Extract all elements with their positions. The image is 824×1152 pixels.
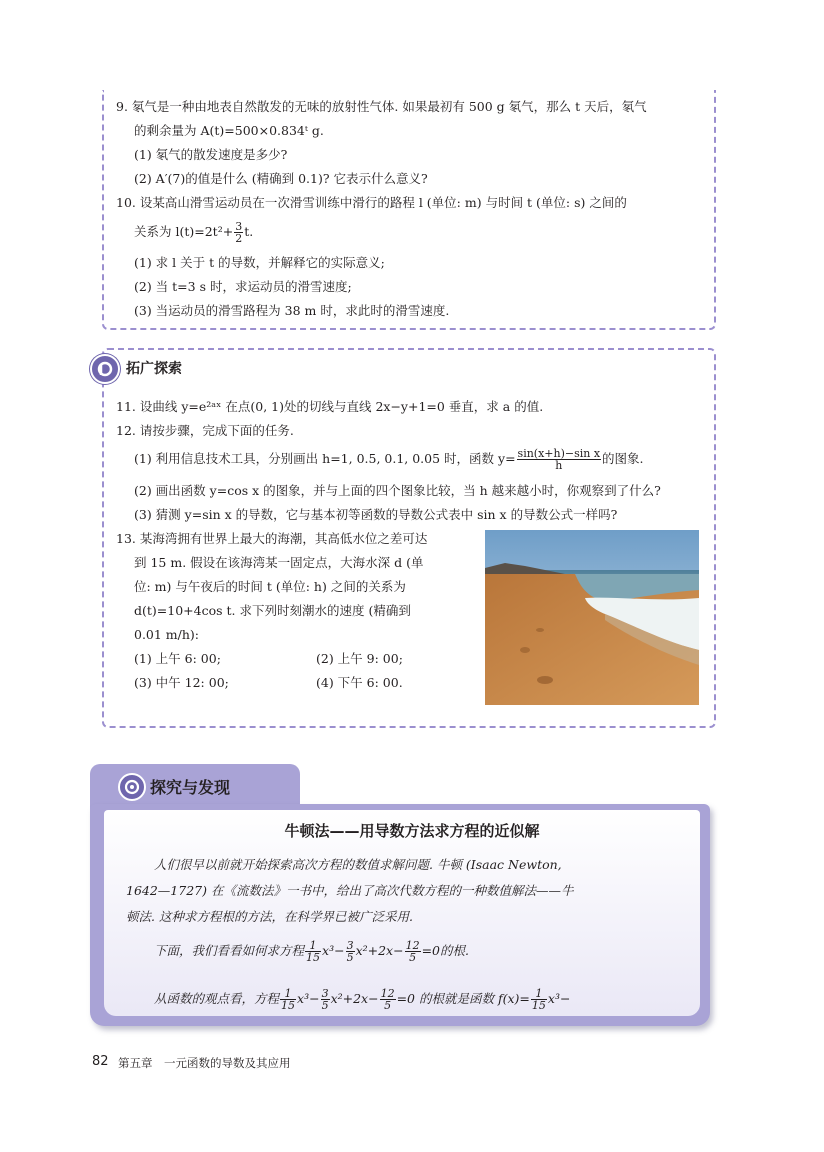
eq1-term2: x²+2x− [355, 943, 404, 958]
explore-p3-mid: 的根就是函数 f(x)= [419, 991, 530, 1006]
extension-title: 拓广探索 [126, 361, 182, 377]
eq1-frac3-num: 12 [405, 939, 420, 952]
q13-line1: 13. 某海湾拥有世界上最大的海潮，其高低水位之差可达 [116, 531, 428, 546]
eq2-frac2-den: 5 [321, 999, 329, 1012]
q12-frac-den: h [555, 459, 563, 472]
q13-line4: d(t)=10+4cos t. 求下列时刻潮水的速度 (精确到 [134, 603, 411, 618]
eq2-frac3 [380, 988, 396, 1011]
eq2-frac2-num: 3 [321, 987, 329, 1000]
q13-line2: 到 15 m. 假设在该海湾某一固定点，大海水深 d (单 [134, 555, 424, 570]
q13-option3: (3) 中午 12: 00; [134, 675, 229, 690]
chapter-title: 第五章 一元函数的导数及其应用 [118, 1056, 291, 1070]
q10-part2: (2) 当 t=3 s 时，求运动员的滑雪速度; [134, 279, 352, 294]
q13-line3: 位: m) 与午夜后的时间 t (单位: h) 之间的关系为 [134, 579, 406, 594]
q10-line1: 10. 设某高山滑雪运动员在一次滑雪训练中滑行的路程 l (单位: m) 与时间 t (单位: s) 之间的 [116, 195, 627, 210]
eq1-frac1 [305, 940, 321, 963]
q10-fraction [234, 221, 243, 244]
q10-frac-num: 3 [235, 220, 243, 233]
explore-icon [118, 773, 146, 801]
eq3-frac1 [531, 988, 547, 1011]
eq2-term1: x³− [297, 991, 320, 1006]
explore-tab-label: 探究与发现 [150, 778, 231, 797]
explore-p3-prefix: 从函数的观点看，方程 [154, 991, 280, 1006]
beach-photo [485, 530, 699, 705]
q12-part3: (3) 猜测 y=sin x 的导数，它与基本初等函数的导数公式表中 sin x 的导数公式一样吗? [134, 507, 618, 522]
explore-p2 [154, 936, 469, 966]
extension-icon [90, 354, 120, 384]
q10-line2-suffix: t. [244, 224, 254, 239]
q12-frac-num: sin(x+h)−sin x [517, 447, 601, 460]
q10-line2-prefix: 关系为 l(t)=2t²+ [134, 224, 234, 239]
eq1-frac3-den: 5 [409, 951, 417, 964]
q13-option4: (4) 下午 6: 00. [316, 675, 403, 690]
q9-part2: (2) A′(7)的值是什么 (精确到 0.1)? 它表示什么意义? [134, 171, 428, 186]
q12-part1 [134, 444, 644, 474]
q12-fraction [517, 448, 602, 471]
eq2-frac1-den: 15 [281, 999, 296, 1012]
q10-part3: (3) 当运动员的滑雪路程为 38 m 时，求此时的滑雪速度. [134, 303, 450, 318]
eq2-frac2 [321, 988, 330, 1011]
q13-line5: 0.01 m/h): [134, 627, 200, 642]
explore-title: 牛顿法——用导数方法求方程的近似解 [284, 822, 540, 840]
eq2-frac3-den: 5 [384, 999, 392, 1012]
q9-line1: 9. 氡气是一种由地表自然散发的无味的放射性气体. 如果最初有 500 g 氡气，那么 t 天后，氡气 [116, 99, 647, 114]
eq1-frac2-num: 3 [346, 939, 354, 952]
q9-part1: (1) 氡气的散发速度是多少? [134, 147, 288, 162]
eq1-frac2-den: 5 [346, 951, 354, 964]
q9-line2: 的剩余量为 A(t)=500×0.834ᵗ g. [134, 123, 324, 138]
q10-frac-den: 2 [235, 232, 243, 245]
q13-option2: (2) 上午 9: 00; [316, 651, 403, 666]
eq2-frac1 [280, 988, 296, 1011]
eq3-frac1-num: 1 [531, 988, 547, 1000]
eq1-term1: x³− [322, 943, 345, 958]
page-number: 82 [92, 1054, 109, 1069]
explore-p1-line2: 1642—1727) 在《流数法》一书中，给出了高次代数方程的一种数值解法——牛 [126, 883, 574, 898]
explore-p2-suffix: 的根. [440, 943, 469, 958]
eq1-frac1-den: 15 [306, 951, 321, 964]
eq1-frac1-num: 1 [305, 940, 321, 952]
q10-part1: (1) 求 l 关于 t 的导数，并解释它的实际意义; [134, 255, 385, 270]
explore-p1-line3: 顿法. 这种求方程根的方法，在科学界已被广泛采用. [126, 909, 413, 924]
eq1-frac2 [346, 940, 355, 963]
explore-p2-prefix: 下面，我们看看如何求方程 [154, 943, 305, 958]
explore-p3 [154, 984, 570, 1014]
eq2-frac3-num: 12 [380, 987, 395, 1000]
eq3-frac1-den: 15 [531, 999, 546, 1012]
q12-part2: (2) 画出函数 y=cos x 的图象，并与上面的四个图象比较，当 h 越来越小时，你观察到了什么? [134, 483, 661, 498]
eq2-frac1-num: 1 [280, 988, 296, 1000]
eq2-term2: x²+2x− [330, 991, 379, 1006]
q10-line2 [134, 218, 253, 246]
explore-p1-line1: 人们很早以前就开始探索高次方程的数值求解问题. 牛顿 (Isaac Newton, [154, 857, 562, 872]
q12-part1-prefix: (1) 利用信息技术工具，分别画出 h=1, 0.5, 0.1, 0.05 时，函数 y= [134, 451, 516, 466]
q12: 12. 请按步骤，完成下面的任务. [116, 423, 294, 438]
eq1-frac3 [405, 940, 421, 963]
explore-p3-end: x³− [547, 991, 571, 1006]
q12-part1-suffix: 的图象. [602, 451, 644, 466]
q11: 11. 设曲线 y=e²ᵃˣ 在点(0, 1)处的切线与直线 2x−y+1=0 垂直，求 a 的值. [116, 399, 544, 414]
q13-option1: (1) 上午 6: 00; [134, 651, 221, 666]
eq1-term3: =0 [421, 943, 441, 958]
eq2-term3: =0 [396, 991, 416, 1006]
